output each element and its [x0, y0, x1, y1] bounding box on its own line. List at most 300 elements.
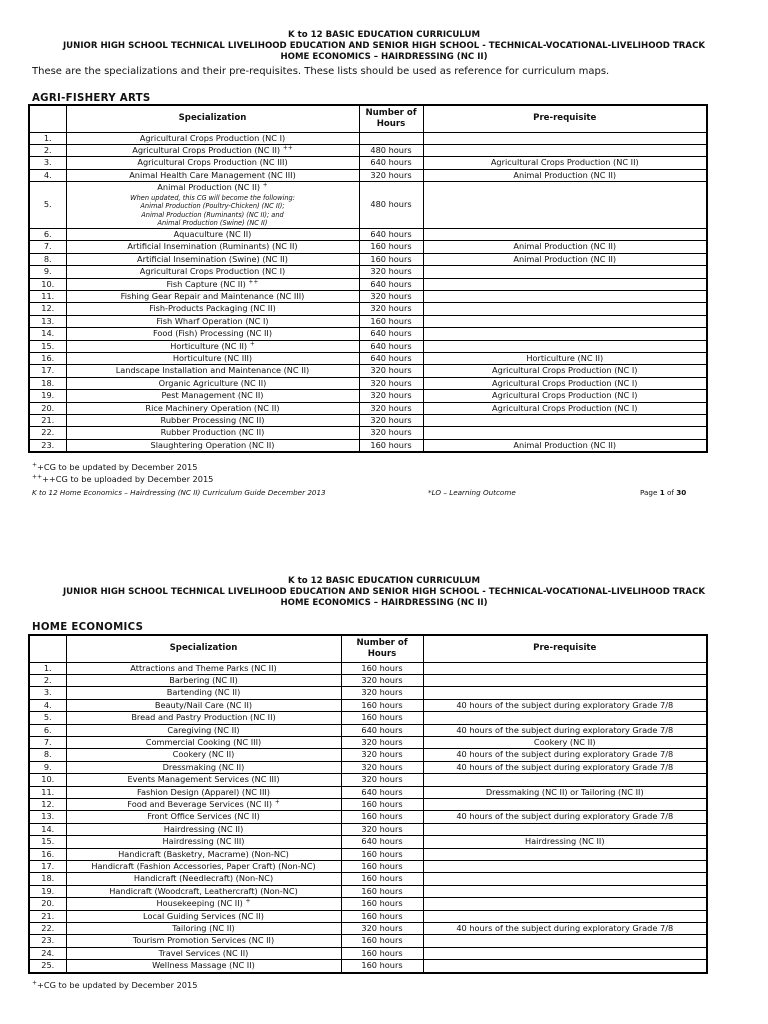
- row-specialization: [66, 811, 341, 823]
- row-hours: [359, 132, 423, 144]
- specialization-label: Wellness Massage (NC II): [152, 960, 255, 971]
- row-number: 10.: [29, 278, 66, 290]
- row-hours: 320 hours: [359, 427, 423, 439]
- row-specialization: [66, 873, 341, 885]
- row-hours: 480 hours: [359, 182, 423, 229]
- specialization-label: Aquaculture (NC II): [173, 228, 252, 239]
- row-specialization: [66, 182, 359, 229]
- row-prerequisite: [423, 340, 707, 352]
- specialization-label: Tourism Promotion Services (NC II): [132, 935, 275, 946]
- specialization-label: Events Management Services (NC III): [127, 774, 280, 785]
- specialization-label: Fashion Design (Apparel) (NC III): [137, 786, 270, 797]
- row-hours: 160 hours: [341, 848, 423, 860]
- row-specialization: [66, 898, 341, 910]
- row-number: 23.: [29, 439, 66, 452]
- row-hours: 640 hours: [359, 328, 423, 340]
- row-hours: 320 hours: [341, 823, 423, 835]
- section-title-home: HOME ECONOMICS: [32, 622, 144, 633]
- row-number: 16.: [29, 352, 66, 364]
- row-hours: 160 hours: [341, 811, 423, 823]
- row-number: 6.: [29, 724, 66, 736]
- row-number: 6.: [29, 228, 66, 240]
- row-hours: 320 hours: [359, 390, 423, 402]
- row-prerequisite: [423, 415, 707, 427]
- row-prerequisite: [423, 687, 707, 699]
- specialization-label: Rubber Production (NC II): [160, 427, 265, 438]
- row-number: 9.: [29, 266, 66, 278]
- row-hours: 640 hours: [341, 724, 423, 736]
- row-number: 22.: [29, 427, 66, 439]
- row-hours: 160 hours: [341, 960, 423, 973]
- page-2-header: [0, 576, 768, 609]
- row-specialization: [66, 786, 341, 798]
- col-prerequisite: Pre-requisite: [423, 635, 707, 662]
- row-prerequisite: [423, 427, 707, 439]
- row-number: 13.: [29, 811, 66, 823]
- specialization-label: Tailoring (NC II): [172, 923, 235, 934]
- row-specialization: [66, 290, 359, 302]
- table-row: [29, 328, 707, 340]
- row-specialization: [66, 340, 359, 352]
- row-prerequisite: Cookery (NC II): [423, 736, 707, 748]
- specialization-note: Animal Production (Swine) (NC II): [157, 219, 268, 228]
- specialization-label: Rice Machinery Operation (NC II): [145, 402, 280, 413]
- specialization-label: Bartending (NC II): [166, 687, 241, 698]
- specialization-label: Barbering (NC II): [169, 674, 238, 685]
- specialization-label: Artificial Insemination (Ruminants) (NC II): [127, 241, 298, 252]
- table-row: [29, 303, 707, 315]
- specialization-label: Animal Production (NC II): [157, 182, 261, 193]
- row-hours: 160 hours: [341, 935, 423, 947]
- row-hours: 160 hours: [341, 798, 423, 810]
- row-prerequisite: 40 hours of the subject during exploratory Grade 7/8: [423, 724, 707, 736]
- col-specialization: Specialization: [66, 105, 359, 132]
- row-prerequisite: Hairdressing (NC II): [423, 836, 707, 848]
- specialization-label: Pest Management (NC II): [161, 390, 264, 401]
- agri-footnote-2: ++++CG to be uploaded by December 2015: [32, 473, 214, 484]
- row-number: 11.: [29, 786, 66, 798]
- row-prerequisite: Animal Production (NC II): [423, 241, 707, 253]
- table-row: [29, 278, 707, 290]
- row-prerequisite: Animal Production (NC II): [423, 169, 707, 181]
- row-hours: 320 hours: [341, 674, 423, 686]
- row-specialization: [66, 315, 359, 327]
- table-row: [29, 169, 707, 181]
- row-specialization: [66, 774, 341, 786]
- row-specialization: [66, 935, 341, 947]
- table-row: [29, 935, 707, 947]
- specialization-label: Fish Capture (NC II): [166, 278, 246, 289]
- row-hours: 640 hours: [359, 157, 423, 169]
- row-prerequisite: Dressmaking (NC II) or Tailoring (NC II): [423, 786, 707, 798]
- specialization-label: Horticulture (NC II): [170, 340, 248, 351]
- table-row: [29, 132, 707, 144]
- row-number: 15.: [29, 340, 66, 352]
- row-number: 14.: [29, 328, 66, 340]
- row-hours: 320 hours: [341, 774, 423, 786]
- row-prerequisite: [423, 885, 707, 897]
- specialization-label: Agricultural Crops Production (NC II): [132, 144, 281, 155]
- row-specialization: [66, 947, 341, 959]
- row-hours: 640 hours: [359, 352, 423, 364]
- row-number: 13.: [29, 315, 66, 327]
- row-number: 4.: [29, 699, 66, 711]
- row-number: 21.: [29, 415, 66, 427]
- row-prerequisite: [423, 861, 707, 873]
- footer-page-number: Page 1 of 30: [640, 488, 687, 497]
- row-specialization: [66, 303, 359, 315]
- row-specialization: [66, 144, 359, 156]
- row-hours: 480 hours: [359, 144, 423, 156]
- specialization-label: Artificial Insemination (Swine) (NC II): [137, 253, 288, 264]
- row-specialization: [66, 736, 341, 748]
- specialization-label: Agricultural Crops Production (NC I): [139, 132, 286, 143]
- row-hours: 320 hours: [359, 266, 423, 278]
- row-specialization: [66, 674, 341, 686]
- row-number: 3.: [29, 687, 66, 699]
- specialization-label: Handicraft (Fashion Accessories, Paper Craft) (Non-NC): [91, 861, 316, 871]
- col-hours: Number of Hours: [359, 105, 423, 132]
- row-specialization: [66, 253, 359, 265]
- row-specialization: [66, 662, 341, 674]
- row-number: 8.: [29, 749, 66, 761]
- row-prerequisite: [423, 898, 707, 910]
- row-number: 11.: [29, 290, 66, 302]
- row-prerequisite: [423, 798, 707, 810]
- row-number: 3.: [29, 157, 66, 169]
- specialization-label: Handicraft (Woodcraft, Leathercraft) (Non-NC): [109, 885, 298, 896]
- row-number: 19.: [29, 885, 66, 897]
- row-prerequisite: [423, 228, 707, 240]
- table-row: [29, 340, 707, 352]
- table-row: [29, 947, 707, 959]
- row-specialization: [66, 712, 341, 724]
- row-hours: 160 hours: [341, 910, 423, 922]
- table-row: [29, 699, 707, 711]
- row-number: 14.: [29, 823, 66, 835]
- specialization-label: Fishing Gear Repair and Maintenance (NC III): [120, 290, 305, 301]
- specialization-label: Beauty/Nail Care (NC II): [154, 699, 253, 710]
- header-line-3: HOME ECONOMICS – HAIRDRESSING (NC II): [280, 598, 488, 608]
- row-hours: 320 hours: [359, 402, 423, 414]
- row-specialization: [66, 836, 341, 848]
- row-hours: 640 hours: [359, 228, 423, 240]
- row-hours: 160 hours: [341, 662, 423, 674]
- row-hours: 640 hours: [359, 278, 423, 290]
- specialization-label: Dressmaking (NC II): [162, 761, 245, 772]
- specialization-note: Animal Production (Poultry-Chicken) (NC II);: [140, 202, 285, 211]
- table-row: [29, 315, 707, 327]
- col-no: [29, 635, 66, 662]
- header-line-1: K to 12 BASIC EDUCATION CURRICULUM: [287, 576, 481, 586]
- table-row: [29, 415, 707, 427]
- row-specialization: [66, 157, 359, 169]
- specialization-label: Hairdressing (NC II): [163, 823, 244, 834]
- row-specialization: [66, 390, 359, 402]
- row-specialization: [66, 699, 341, 711]
- row-hours: 160 hours: [359, 241, 423, 253]
- footnote-marker: +: [274, 798, 280, 806]
- row-specialization: [66, 228, 359, 240]
- header-line-2: JUNIOR HIGH SCHOOL TECHNICAL LIVELIHOOD EDUCATION AND SENIOR HIGH SCHOOL - TECHNICAL-VOCATIONAL-LIVELIHOOD TRACK: [62, 587, 706, 597]
- specialization-label: Organic Agriculture (NC II): [158, 377, 267, 388]
- specialization-label: Agricultural Crops Production (NC I): [139, 266, 286, 277]
- table-row: [29, 352, 707, 364]
- row-prerequisite: 40 hours of the subject during exploratory Grade 7/8: [423, 761, 707, 773]
- row-prerequisite: [423, 712, 707, 724]
- row-prerequisite: [423, 278, 707, 290]
- specialization-label: Agricultural Crops Production (NC III): [137, 157, 288, 168]
- row-hours: 320 hours: [359, 303, 423, 315]
- row-prerequisite: [423, 873, 707, 885]
- row-hours: 640 hours: [341, 786, 423, 798]
- row-prerequisite: [423, 315, 707, 327]
- row-hours: 160 hours: [359, 253, 423, 265]
- table-row: [29, 241, 707, 253]
- table-row: [29, 724, 707, 736]
- specialization-label: Fish-Products Packaging (NC II): [149, 303, 276, 314]
- row-number: 12.: [29, 798, 66, 810]
- table-row: [29, 228, 707, 240]
- row-hours: 320 hours: [341, 761, 423, 773]
- row-number: 21.: [29, 910, 66, 922]
- footnote-marker: +: [245, 897, 251, 905]
- col-specialization: Specialization: [66, 635, 341, 662]
- row-specialization: [66, 761, 341, 773]
- row-specialization: [66, 823, 341, 835]
- row-specialization: [66, 427, 359, 439]
- specialization-label: Hairdressing (NC III): [162, 836, 245, 847]
- row-hours: 320 hours: [359, 290, 423, 302]
- specialization-label: Landscape Installation and Maintenance (NC II): [115, 365, 310, 376]
- row-number: 17.: [29, 365, 66, 377]
- col-hours: Number of Hours: [341, 635, 423, 662]
- row-number: 5.: [29, 182, 66, 229]
- footnote-marker: +: [262, 181, 268, 189]
- row-number: 7.: [29, 241, 66, 253]
- row-prerequisite: [423, 266, 707, 278]
- specialization-label: Horticulture (NC III): [172, 352, 253, 363]
- row-prerequisite: Animal Production (NC II): [423, 439, 707, 452]
- table-row: [29, 848, 707, 860]
- row-specialization: [66, 402, 359, 414]
- table-row: [29, 390, 707, 402]
- table-row: [29, 836, 707, 848]
- row-prerequisite: [423, 303, 707, 315]
- table-row: [29, 157, 707, 169]
- row-number: 20.: [29, 898, 66, 910]
- table-row: [29, 365, 707, 377]
- row-prerequisite: Agricultural Crops Production (NC I): [423, 390, 707, 402]
- row-prerequisite: [423, 947, 707, 959]
- row-prerequisite: Agricultural Crops Production (NC II): [423, 157, 707, 169]
- row-specialization: [66, 439, 359, 452]
- row-number: 5.: [29, 712, 66, 724]
- row-number: 10.: [29, 774, 66, 786]
- table-row: [29, 885, 707, 897]
- row-hours: 160 hours: [341, 712, 423, 724]
- footnote-marker: +: [249, 340, 255, 347]
- table-row: [29, 662, 707, 674]
- row-prerequisite: Animal Production (NC II): [423, 253, 707, 265]
- row-hours: 640 hours: [341, 836, 423, 848]
- row-specialization: [66, 960, 341, 973]
- row-specialization: [66, 352, 359, 364]
- row-prerequisite: [423, 674, 707, 686]
- specialization-label: Cookery (NC II): [172, 749, 235, 760]
- row-prerequisite: [423, 290, 707, 302]
- row-specialization: [66, 415, 359, 427]
- row-prerequisite: Agricultural Crops Production (NC I): [423, 402, 707, 414]
- row-hours: 160 hours: [341, 898, 423, 910]
- table-row: [29, 290, 707, 302]
- row-hours: 320 hours: [359, 377, 423, 389]
- row-number: 15.: [29, 836, 66, 848]
- row-hours: 320 hours: [359, 365, 423, 377]
- table-row: [29, 674, 707, 686]
- row-specialization: [66, 266, 359, 278]
- row-number: 23.: [29, 935, 66, 947]
- row-hours: 320 hours: [341, 749, 423, 761]
- table-row: [29, 182, 707, 229]
- home-table: [28, 634, 708, 974]
- header-line-2: JUNIOR HIGH SCHOOL TECHNICAL LIVELIHOOD EDUCATION AND SENIOR HIGH SCHOOL - TECHNICAL-VOCATIONAL-LIVELIHOOD TRACK: [62, 41, 706, 51]
- specialization-label: Fish Wharf Operation (NC I): [156, 315, 269, 326]
- table-row: [29, 823, 707, 835]
- table-row: [29, 687, 707, 699]
- row-hours: 160 hours: [359, 315, 423, 327]
- row-number: 18.: [29, 873, 66, 885]
- specialization-label: Food (Fish) Processing (NC II): [152, 328, 273, 339]
- specialization-label: Travel Services (NC II): [158, 947, 249, 958]
- row-specialization: [66, 241, 359, 253]
- row-prerequisite: [423, 662, 707, 674]
- col-prerequisite: Pre-requisite: [423, 105, 707, 132]
- row-specialization: [66, 848, 341, 860]
- intro-text: These are the specializations and their pre-requisites. These lists should be used as reference for curriculum maps.: [32, 66, 610, 77]
- row-hours: 320 hours: [341, 923, 423, 935]
- specialization-label: Housekeeping (NC II): [156, 898, 243, 909]
- row-prerequisite: [423, 774, 707, 786]
- specialization-label: Handicraft (Basketry, Macrame) (Non-NC): [118, 848, 289, 859]
- row-prerequisite: 40 hours of the subject during exploratory Grade 7/8: [423, 923, 707, 935]
- table-row: [29, 811, 707, 823]
- row-hours: 160 hours: [341, 885, 423, 897]
- row-hours: 160 hours: [341, 699, 423, 711]
- table-row: [29, 898, 707, 910]
- footer-curriculum-guide: K to 12 Home Economics – Hairdressing (NC II) Curriculum Guide December 2013: [32, 488, 326, 497]
- row-number: 8.: [29, 253, 66, 265]
- table-row: [29, 960, 707, 973]
- row-specialization: [66, 885, 341, 897]
- row-specialization: [66, 278, 359, 290]
- row-prerequisite: 40 hours of the subject during exploratory Grade 7/8: [423, 811, 707, 823]
- footnote-marker: ++: [282, 144, 293, 152]
- row-number: 7.: [29, 736, 66, 748]
- row-specialization: [66, 798, 341, 810]
- specialization-label: Slaughtering Operation (NC II): [150, 439, 275, 450]
- table-row: [29, 253, 707, 265]
- row-hours: 160 hours: [341, 947, 423, 959]
- table-row: [29, 266, 707, 278]
- row-number: 2.: [29, 144, 66, 156]
- table-row: [29, 910, 707, 922]
- agri-footnote-1: ++CG to be updated by December 2015: [32, 461, 198, 472]
- row-number: 17.: [29, 861, 66, 873]
- table-row: [29, 761, 707, 773]
- row-number: 25.: [29, 960, 66, 973]
- row-prerequisite: 40 hours of the subject during exploratory Grade 7/8: [423, 699, 707, 711]
- specialization-note: Animal Production (Ruminants) (NC II); and: [141, 210, 284, 219]
- specialization-label: Bread and Pastry Production (NC II): [131, 712, 276, 723]
- footnote-marker: ++: [248, 278, 259, 285]
- row-specialization: [66, 328, 359, 340]
- row-prerequisite: Agricultural Crops Production (NC I): [423, 365, 707, 377]
- row-specialization: [66, 861, 341, 873]
- specialization-label: Front Office Services (NC II): [147, 811, 260, 822]
- row-hours: 320 hours: [341, 736, 423, 748]
- row-number: 4.: [29, 169, 66, 181]
- row-prerequisite: [423, 848, 707, 860]
- row-hours: 320 hours: [359, 415, 423, 427]
- row-prerequisite: 40 hours of the subject during exploratory Grade 7/8: [423, 749, 707, 761]
- row-hours: 160 hours: [341, 873, 423, 885]
- table-row: [29, 439, 707, 452]
- row-hours: 320 hours: [341, 687, 423, 699]
- specialization-label: Food and Beverage Services (NC II): [127, 798, 273, 809]
- table-row: [29, 712, 707, 724]
- header-line-1: K to 12 BASIC EDUCATION CURRICULUM: [287, 30, 481, 40]
- table-row: [29, 144, 707, 156]
- header-line-3: HOME ECONOMICS – HAIRDRESSING (NC II): [280, 52, 488, 62]
- table-row: [29, 873, 707, 885]
- row-hours: 160 hours: [359, 439, 423, 452]
- row-specialization: [66, 132, 359, 144]
- row-hours: 320 hours: [359, 169, 423, 181]
- table-row: [29, 774, 707, 786]
- page-1-header: [0, 30, 768, 63]
- row-prerequisite: [423, 935, 707, 947]
- specialization-label: Attractions and Theme Parks (NC II): [130, 662, 277, 673]
- row-number: 1.: [29, 662, 66, 674]
- row-number: 12.: [29, 303, 66, 315]
- row-specialization: [66, 724, 341, 736]
- table-row: [29, 861, 707, 873]
- row-prerequisite: Horticulture (NC II): [423, 352, 707, 364]
- row-number: 2.: [29, 674, 66, 686]
- row-hours: 640 hours: [359, 340, 423, 352]
- row-number: 20.: [29, 402, 66, 414]
- section-title-agri: AGRI-FISHERY ARTS: [32, 93, 151, 104]
- col-no: [29, 105, 66, 132]
- table-row: [29, 427, 707, 439]
- row-specialization: [66, 377, 359, 389]
- row-specialization: [66, 923, 341, 935]
- table-row: [29, 749, 707, 761]
- row-specialization: [66, 365, 359, 377]
- specialization-label: Commercial Cooking (NC III): [145, 736, 262, 747]
- row-hours: 160 hours: [341, 861, 423, 873]
- table-row: [29, 786, 707, 798]
- home-footnote-1: ++CG to be updated by December 2015: [32, 979, 198, 990]
- table-row: [29, 736, 707, 748]
- row-prerequisite: [423, 960, 707, 973]
- table-row: [29, 798, 707, 810]
- row-number: 18.: [29, 377, 66, 389]
- row-prerequisite: [423, 823, 707, 835]
- row-specialization: [66, 749, 341, 761]
- agri-table: [28, 104, 708, 453]
